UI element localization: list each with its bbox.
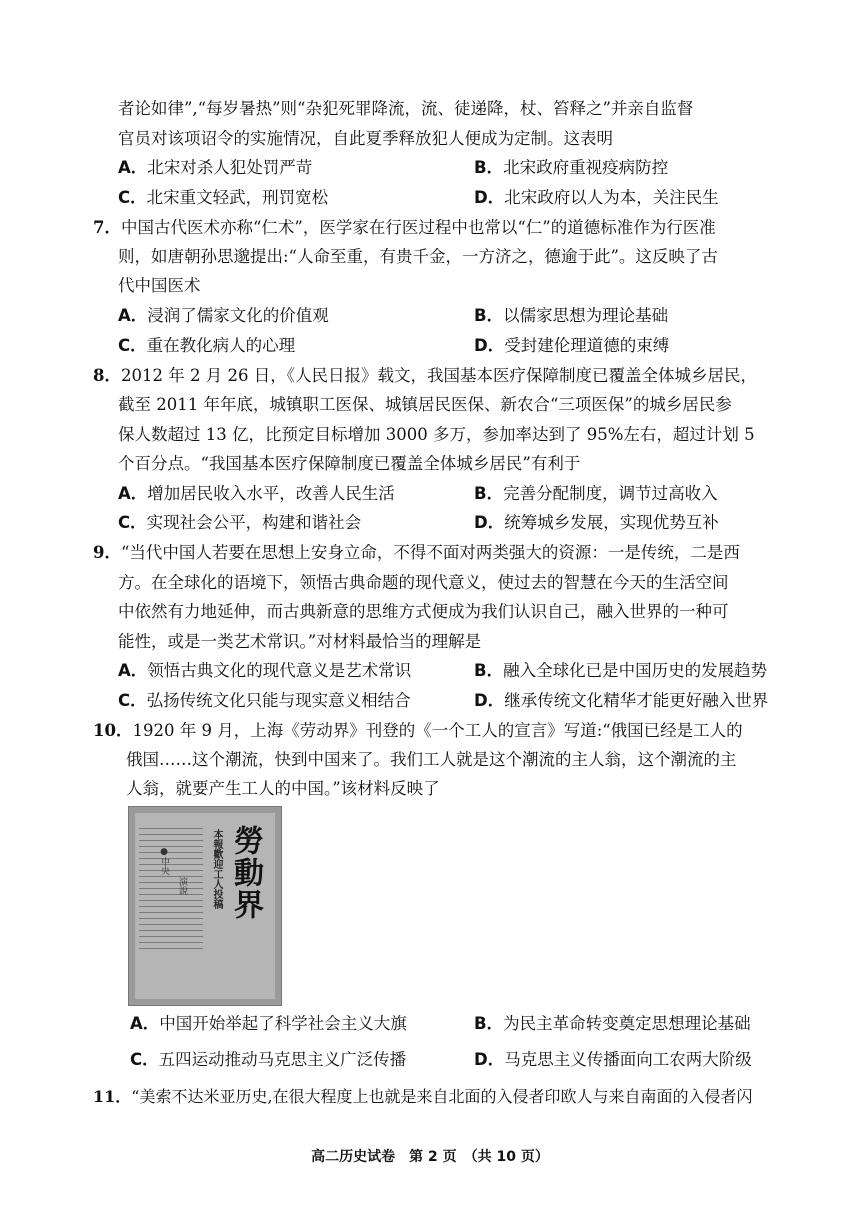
q9-stem-line: 中依然有力地延伸，而古典新意的思维方式便成为我们认识自己，融入世界的一种可 bbox=[118, 602, 729, 621]
q9-option-d: D．继承传统文化精华才能更好融入世界 bbox=[474, 691, 769, 710]
question-number: 8． bbox=[93, 366, 121, 385]
q7-option-a: A．浸润了儒家文化的价值观 bbox=[118, 306, 329, 325]
q8-option-d: D．统筹城乡发展，实现优势互补 bbox=[474, 513, 719, 532]
q10-stem-line: 10．1920 年 9 月，上海《劳动界》刊登的《一个工人的宣言》写道:“俄国已经是工人的 bbox=[93, 721, 743, 740]
q8-option-a: A．增加居民收入水平，改善人民生活 bbox=[118, 484, 395, 503]
question-number: 10． bbox=[93, 721, 133, 740]
q6-stem-line: 官员对该项诏令的实施情况，自此夏季释放犯人便成为定制。这表明 bbox=[118, 129, 613, 148]
question-number: 11． bbox=[93, 1087, 132, 1106]
q10-stem-line: 人翁，就要产生工人的中国。”该材料反映了 bbox=[126, 779, 440, 798]
q8-stem-line: 截至 2011 年年底，城镇职工医保、城镇居民医保、新农合“三项医保”的城乡居民参 bbox=[118, 395, 732, 414]
q7-option-c: C．重在教化病人的心理 bbox=[118, 336, 296, 355]
q9-option-c: C．弘扬传统文化只能与现实意义相结合 bbox=[118, 691, 411, 710]
q9-stem-line: 9．“当代中国人若要在思想上安身立命，不得不面对两类强大的资源：一是传统，二是西 bbox=[93, 543, 740, 562]
q8-stem-line: 8．2012 年 2 月 26 日，《人民日报》载文，我国基本医疗保障制度已覆盖全体城乡居民， bbox=[93, 366, 757, 385]
page-footer: 高二历史试卷 第 2 页 （共 10 页） bbox=[311, 1149, 549, 1165]
q7-option-b: B．以儒家思想为理论基础 bbox=[474, 306, 669, 325]
newspaper-section-label: 演說 bbox=[177, 877, 187, 895]
q6-stem-line: 者论如律”,“每岁暑热”则“杂犯死罪降流，流、徒递降，杖、笞释之”并亲自监督 bbox=[118, 99, 694, 118]
q7-option-d: D．受封建伦理道德的束缚 bbox=[474, 336, 670, 355]
q7-stem-line: 代中国医术 bbox=[118, 276, 201, 295]
q6-option-a: A．北宋对杀人犯处罚严苛 bbox=[118, 158, 313, 177]
q9-stem-line: 能性，或是一类艺术常识。”对材料最恰当的理解是 bbox=[118, 632, 482, 651]
q6-option-c: C．北宋重文轻武，刑罚宽松 bbox=[118, 188, 329, 207]
q10-option-d: D．马克思主义传播面向工农两大阶级 bbox=[474, 1050, 752, 1069]
newspaper-section-label: ●中央 bbox=[159, 847, 169, 875]
q7-stem-line: 则，如唐朝孙思邈提出:“人命至重，有贵千金，一方济之，德逾于此”。这反映了古 bbox=[118, 247, 718, 266]
q8-stem-line: 保人数超过 13 亿，比预定目标增加 3000 多万，参加率达到了 95%左右，超过计划 5 bbox=[118, 425, 755, 444]
q9-option-a: A．领悟古典文化的现代意义是艺术常识 bbox=[118, 661, 412, 680]
q11-stem-line: 11．“美索不达米亚历史,在很大程度上也就是来自北面的入侵者印欧人与来自南面的入侵者闪 bbox=[93, 1087, 753, 1106]
newspaper-masthead: 勞動界 bbox=[228, 825, 263, 921]
laodongjie-newspaper-image bbox=[128, 806, 282, 1006]
q10-option-a: A．中国开始举起了科学社会主义大旗 bbox=[130, 1014, 407, 1033]
newspaper-subtitle: 本報歡迎工人投稿 bbox=[211, 829, 222, 909]
q7-stem-line: 7．中国古代医术亦称“仁术”，医学家在行医过程中也常以“仁”的道德标准作为行医准 bbox=[93, 218, 716, 237]
q8-option-b: B．完善分配制度，调节过高收入 bbox=[474, 484, 718, 503]
q6-option-d: D．北宋政府以人为本，关注民生 bbox=[474, 188, 719, 207]
question-number: 7． bbox=[93, 218, 121, 237]
question-number: 9． bbox=[93, 543, 121, 562]
q6-option-b: B．北宋政府重视疫病防控 bbox=[474, 158, 669, 177]
q10-option-c: C．五四运动推动马克思主义广泛传播 bbox=[130, 1050, 407, 1069]
q8-option-c: C．实现社会公平，构建和谐社会 bbox=[118, 513, 362, 532]
q9-option-b: B．融入全球化已是中国历史的发展趋势 bbox=[474, 661, 768, 680]
q8-stem-line: 个百分点。“我国基本医疗保障制度已覆盖全体城乡居民”有利于 bbox=[118, 454, 581, 473]
q10-option-b: B．为民主革命转变奠定思想理论基础 bbox=[474, 1014, 751, 1033]
newspaper-text-columns bbox=[139, 823, 203, 993]
q10-stem-line: 俄国……这个潮流，快到中国来了。我们工人就是这个潮流的主人翁，这个潮流的主 bbox=[126, 750, 737, 769]
q9-stem-line: 方。在全球化的语境下，领悟古典命题的现代意义，使过去的智慧在今天的生活空间 bbox=[118, 573, 729, 592]
